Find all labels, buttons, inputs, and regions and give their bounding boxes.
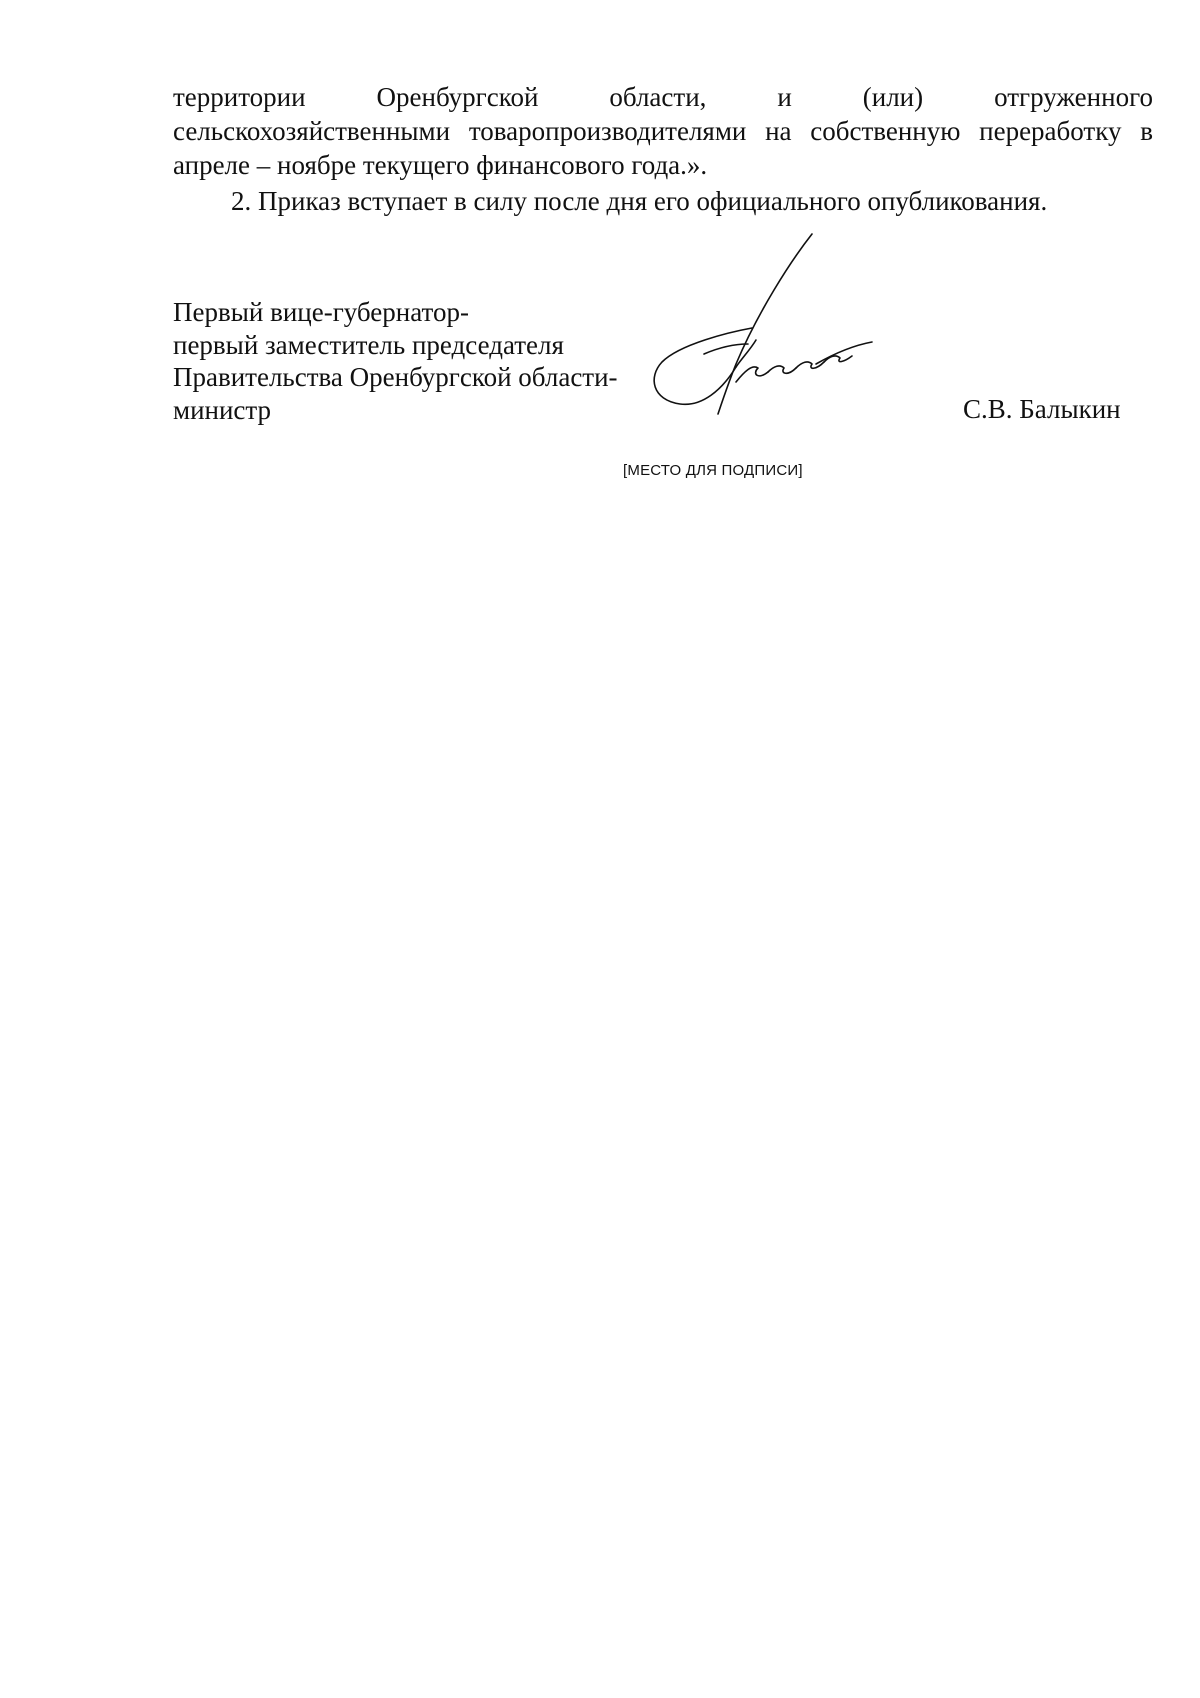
paragraph-1-line-3: апреле – ноябре текущего финансового года.». bbox=[173, 150, 708, 180]
document-body bbox=[173, 80, 1153, 218]
signer-name: С.В. Балыкин bbox=[963, 394, 1121, 424]
signatory-position bbox=[173, 296, 618, 426]
word: и bbox=[777, 82, 792, 112]
word: в bbox=[1140, 116, 1153, 146]
paragraph-1-line-2 bbox=[173, 114, 1153, 148]
word: Оренбургской bbox=[376, 82, 539, 112]
word: области, bbox=[609, 82, 707, 112]
position-line: министр bbox=[173, 394, 272, 425]
word: на bbox=[765, 116, 792, 146]
paragraph-1-line-1 bbox=[173, 80, 1153, 114]
word: собственную bbox=[810, 116, 961, 146]
word: переработку bbox=[979, 116, 1122, 146]
word: товаропроизводителями bbox=[468, 116, 747, 146]
word: территории bbox=[173, 82, 306, 112]
word: сельскохозяйственными bbox=[173, 116, 451, 146]
position-line: Первый вице-губернатор- bbox=[173, 297, 469, 327]
position-line: первый заместитель председателя bbox=[173, 329, 564, 360]
word: (или) bbox=[862, 82, 924, 112]
handwritten-signature bbox=[640, 232, 880, 417]
paragraph-2: 2. Приказ вступает в силу после дня его официального опубликования. bbox=[231, 186, 1048, 216]
signature-placeholder: [МЕСТО ДЛЯ ПОДПИСИ] bbox=[623, 462, 803, 479]
position-line: Правительства Оренбургской области- bbox=[173, 362, 618, 392]
word: отгруженного bbox=[994, 82, 1153, 112]
